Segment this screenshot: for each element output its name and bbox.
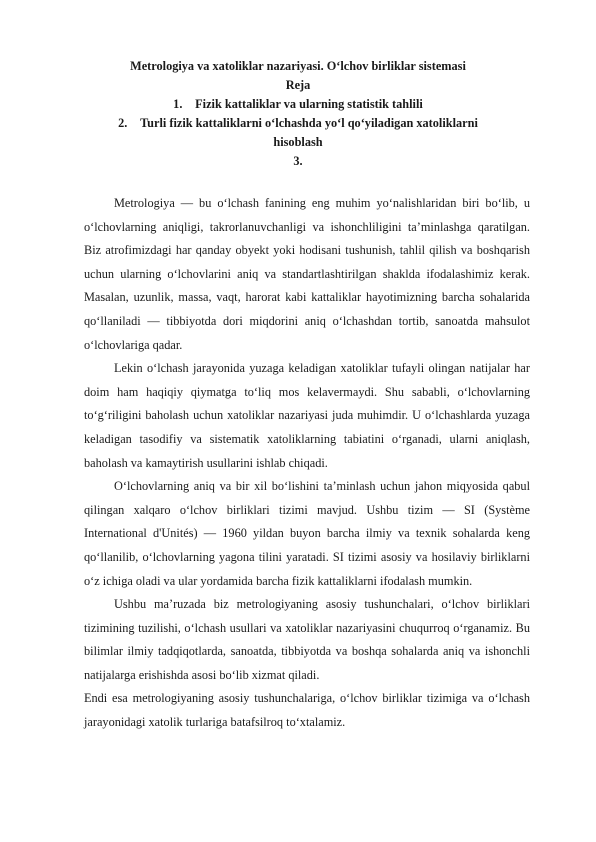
paragraph-3: O‘lchovlarning aniq va bir xil bo‘lishini ta’minlash uchun jahon miqyosida qabul qilingan xalqaro o‘lchov birliklari tizimi mavjud. Ushbu tizim — SI (Système International d'Unités) — 1960 yildan buyon barcha ilmiy va texnik sohalarda keng qo‘llanilib, o‘lchovlarning yagona tilini yaratadi. SI tizimi asosiy va hosilaviy birliklarni o‘z ichiga oladi va ular yordamida barcha fizik kattaliklarni ifodalash mumkin. [84, 479, 530, 588]
plan-item-1 [0, 95, 596, 113]
plan-item-number: 2. [118, 116, 128, 130]
paragraph-5: Endi esa metrologiyaning asosiy tushunchalariga, o‘lchov birliklar tizimiga va o‘lchash jarayonidagi xatolik turlariga batafsilroq to‘xtalamiz. [84, 691, 530, 730]
plan-item-text: hisoblash [273, 135, 323, 149]
plan-item-number: 1. [173, 97, 183, 111]
document-title: Metrologiya va xatoliklar nazariyasi. O‘lchov birliklar sistemasi [130, 59, 466, 73]
plan-item-number: 3. [293, 154, 303, 168]
plan-heading: Reja [285, 78, 311, 92]
plan-item-3 [0, 152, 596, 170]
plan-item-text: Turli fizik kattaliklarni o‘lchashda yo‘l qo‘yiladigan xatoliklarni [140, 116, 478, 130]
paragraph-4: Ushbu ma’ruzada biz metrologiyaning asosiy tushunchalari, o‘lchov birliklari tizimining tuzilishi, o‘lchash usullari va xatoliklar nazariyasini chuqurroq o‘rganamiz. Bu bilimlar ilmiy tadqiqotlarda, sanoatda, tibbiyotda va boshqa sohalarda aniq va ishonchli natijalarga erishishda asosi bo‘lib xizmat qiladi. [84, 597, 530, 682]
paragraph-2: Lekin o‘lchash jarayonida yuzaga keladigan xatoliklar tufayli olingan natijalar har doim ham haqiqiy qiymatga to‘liq mos kelavermaydi. Shu sababli, o‘lchovlarning to‘g‘riligini baholash uchun xatoliklar nazariyasi juda muhimdir. U o‘lchashlarda yuzaga keladigan tasodifiy va sistematik xatoliklarning tabiatini o‘rganadi, ularni aniqlash, baholash va kamaytirish usullarini ishlab chiqadi. [84, 361, 530, 470]
document-body [84, 192, 530, 735]
paragraph-1: Metrologiya — bu o‘lchash fanining eng muhim yo‘nalishlaridan biri bo‘lib, u o‘lchovlarning aniqligi, takrorlanuvchanligi va ishonchliligini ta’minlashga qaratilgan. Biz atrofimizdagi har qanday obyekt yoki hodisani tushunish, tahlil qilish va boshqarish uchun ularning o‘lchovlarini aniq va standartlashtirilgan shaklda ifodalashimiz kerak. Masalan, uzunlik, massa, vaqt, harorat kabi kattaliklar hayotimizning barcha sohalarida qo‘llaniladi — tibbiyotda dori miqdorini aniq o‘lchashdan tortib, sanoatda mahsulot o‘lchovlariga qadar. [84, 196, 530, 352]
plan-item-2 [0, 114, 596, 132]
plan-item-text: Fizik kattaliklar va ularning statistik tahlili [195, 97, 423, 111]
plan-item-2-continuation [0, 133, 596, 151]
